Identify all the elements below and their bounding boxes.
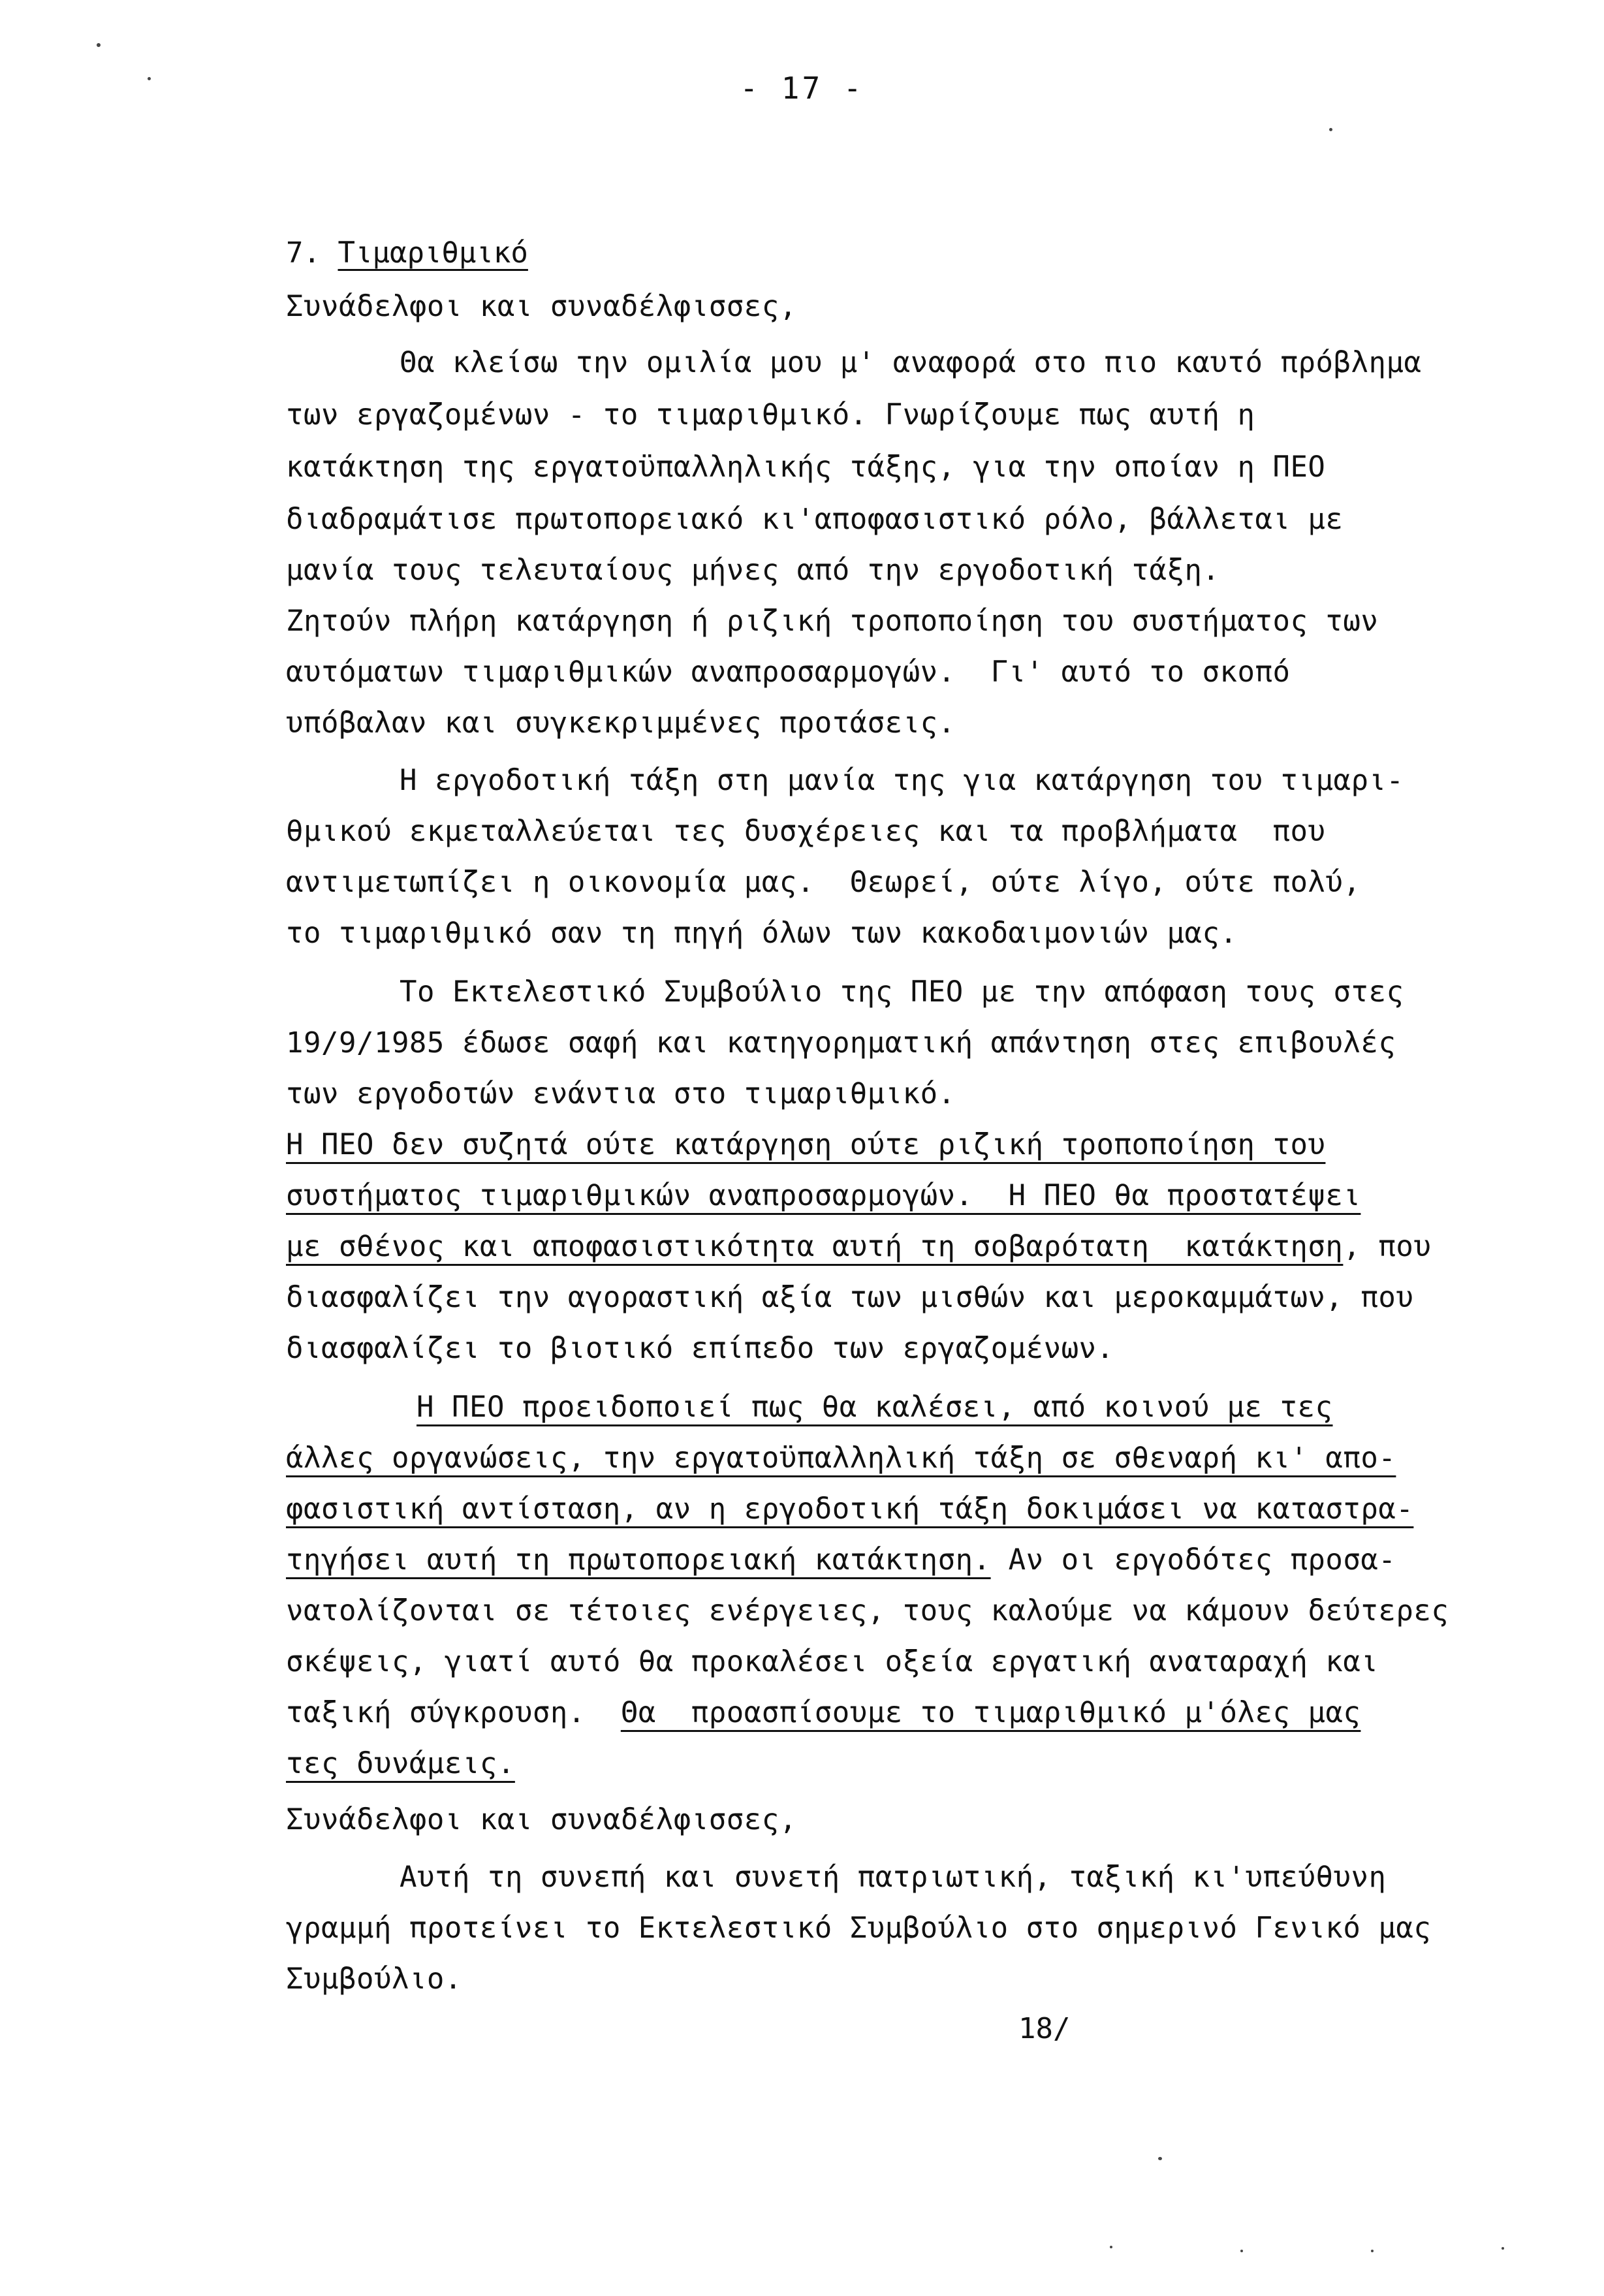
- underlined-line: άλλες οργανώσεις, την εργατοϋπαλληλική τάξη σε σθεναρή κι' απο-: [286, 1441, 1396, 1475]
- section-title: Τιμαριθμικό: [338, 236, 528, 270]
- paragraph-line: νατολίζονται σε τέτοιες ενέργειες, τους καλούμε να κάμουν δεύτερες: [286, 1594, 1449, 1628]
- scan-speck: [1110, 2246, 1112, 2248]
- scan-speck: [1329, 128, 1332, 131]
- section-heading: [286, 236, 528, 270]
- page-number: - 17 -: [740, 71, 864, 106]
- paragraph-line: Θα κλείσω την ομιλία μου μ' αναφορά στο πιο καυτό πρόβλημα: [400, 346, 1422, 379]
- paragraph-line: αυτόματων τιμαριθμικών αναπροσαρμογών. Γι' αυτό το σκοπό: [286, 655, 1291, 689]
- paragraph-line: [286, 1543, 1396, 1577]
- paragraph-line: το τιμαριθμικό σαν τη πηγή όλων των κακοδαιμονιών μας.: [286, 917, 1238, 950]
- scan-speck: [1502, 2247, 1504, 2250]
- underlined-segment: με σθένος και αποφασιστικότητα αυτή τη σοβαρότατη κατάκτηση: [286, 1230, 1344, 1263]
- salutation: Συνάδελφοι και συναδέλφισσες,: [286, 290, 797, 323]
- scan-speck: [1240, 2250, 1243, 2252]
- paragraph-line: [286, 1230, 1431, 1263]
- paragraph-line: Αυτή τη συνεπή και συνετή πατριωτική, ταξική κι'υπεύθυνη: [400, 1861, 1387, 1894]
- paragraph-line: διασφαλίζει την αγοραστική αξία των μισθών και μεροκαμμάτων, που: [286, 1281, 1414, 1314]
- paragraph-line: διασφαλίζει το βιοτικό επίπεδο των εργαζομένων.: [286, 1332, 1114, 1365]
- paragraph-line: υπόβαλαν και συγκεκριμμένες προτάσεις.: [286, 706, 956, 740]
- underlined-line: φασιστική αντίσταση, αν η εργοδοτική τάξη δοκιμάσει να καταστρα-: [286, 1492, 1414, 1526]
- scan-speck: [97, 43, 101, 47]
- underlined-line: Η ΠΕΟ προειδοποιεί πως θα καλέσει, από κοινού με τες: [417, 1391, 1333, 1424]
- scan-speck: [1371, 2250, 1374, 2252]
- continuation-marker: 18/: [1018, 2012, 1071, 2045]
- paragraph-line: των εργαζομένων - το τιμαριθμικό. Γνωρίζουμε πως αυτή η: [286, 398, 1255, 432]
- underlined-line: τες δυνάμεις.: [286, 1747, 515, 1780]
- paragraph-line: θμικού εκμεταλλεύεται τες δυσχέρειες και τα προβλήματα που: [286, 815, 1326, 848]
- section-number: 7.: [286, 236, 321, 270]
- line-head: ταξική σύγκρουση.: [286, 1696, 621, 1729]
- paragraph-line: [286, 1696, 1360, 1729]
- paragraph-line: Ζητούν πλήρη κατάργηση ή ριζική τροποποίηση του συστήματος των: [286, 605, 1379, 638]
- paragraph-line: Το Εκτελεστικό Συμβούλιο της ΠΕΟ με την απόφαση τους στες: [400, 975, 1404, 1009]
- line-tail: Αν οι εργοδότες προσα-: [990, 1543, 1396, 1577]
- paragraph-line: γραμμή προτείνει το Εκτελεστικό Συμβούλιο στο σημερινό Γενικό μας: [286, 1911, 1432, 1945]
- underlined-line: συστήματος τιμαριθμικών αναπροσαρμογών. Η ΠΕΟ θα προστατέψει: [286, 1179, 1361, 1212]
- line-tail: , που: [1343, 1230, 1432, 1263]
- scan-speck: [1158, 2157, 1162, 2160]
- paragraph-line: Η εργοδοτική τάξη στη μανία της για κατάργηση του τιμαρι-: [400, 764, 1404, 797]
- paragraph-line: κατάκτηση της εργατοϋπαλληλικής τάξης, για την οποίαν η ΠΕΟ: [286, 450, 1326, 484]
- paragraph-line: 19/9/1985 έδωσε σαφή και κατηγορηματική απάντηση στες επιβουλές: [286, 1026, 1396, 1060]
- paragraph-line: σκέψεις, γιατί αυτό θα προκαλέσει οξεία εργατική αναταραχή και: [286, 1645, 1379, 1678]
- underlined-line: Η ΠΕΟ δεν συζητά ούτε κατάργηση ούτε ριζική τροποποίηση του: [286, 1128, 1326, 1161]
- scan-speck: [148, 77, 151, 80]
- paragraph-line: αντιμετωπίζει η οικονομία μας. Θεωρεί, ούτε λίγο, ούτε πολύ,: [286, 866, 1361, 899]
- paragraph-line: μανία τους τελευταίους μήνες από την εργοδοτική τάξη.: [286, 554, 1220, 587]
- underlined-segment: τηγήσει αυτή τη πρωτοπορειακή κατάκτηση.: [286, 1543, 991, 1577]
- paragraph-line: των εργοδοτών ενάντια στο τιμαριθμικό.: [286, 1077, 956, 1110]
- paragraph-line: Συμβούλιο.: [286, 1962, 462, 1996]
- paragraph-line: διαδραμάτισε πρωτοπορειακό κι'αποφασιστικό ρόλο, βάλλεται με: [286, 503, 1344, 536]
- salutation: Συνάδελφοι και συναδέλφισσες,: [286, 1803, 797, 1836]
- underlined-segment: Θα προασπίσουμε το τιμαριθμικό μ'όλες μας: [620, 1696, 1361, 1729]
